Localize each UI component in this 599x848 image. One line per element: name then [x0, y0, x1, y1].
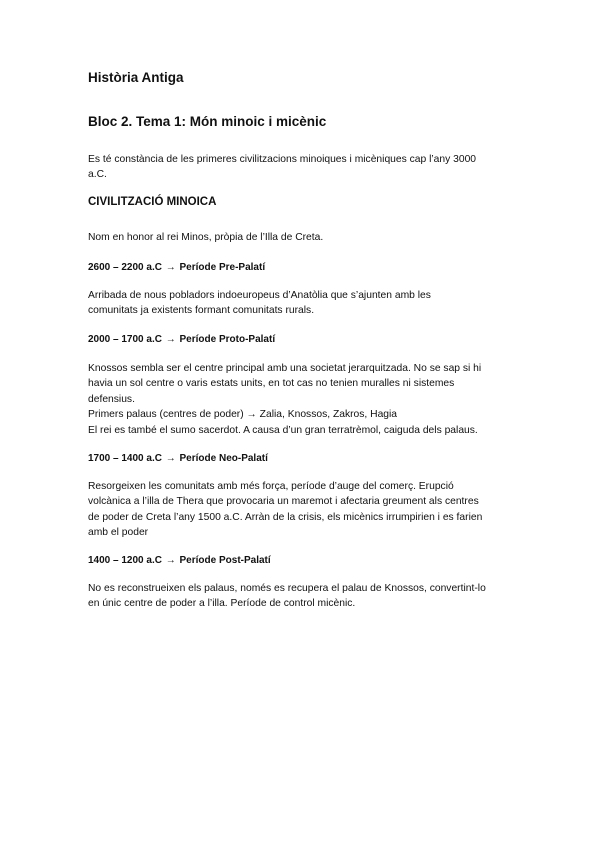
period-name: Període Pre-Palatí	[179, 262, 266, 273]
arrow-right-icon: →	[165, 262, 176, 273]
period-name: Període Post-Palatí	[179, 555, 271, 566]
period-date: 1700 – 1400 a.C	[88, 453, 162, 464]
paragraph-line: No es reconstrueixen els palaus, només es recupera el palau de Knossos, convertint-lo	[88, 583, 486, 594]
document-page	[88, 68, 520, 610]
arrow-right-icon: →	[165, 555, 176, 566]
period-date: 1400 – 1200 a.C	[88, 555, 162, 566]
period-heading-proto-palati	[88, 332, 275, 347]
intro-paragraph	[88, 152, 520, 183]
intro-line: a.C.	[88, 169, 107, 181]
period-date: 2000 – 1700 a.C	[88, 334, 162, 345]
paragraph-line: Arribada de nous pobladors indoeuropeus d’Anatòlia que s’ajunten amb les	[88, 290, 431, 301]
arrow-right-icon: →	[165, 453, 176, 464]
period-date: 2600 – 2200 a.C	[88, 262, 162, 273]
period-heading-post-palati	[88, 553, 271, 568]
paragraph-line: defensius.	[88, 393, 135, 405]
period-heading-neo-palati	[88, 451, 268, 466]
period-description-neo-palati	[88, 479, 520, 541]
document-subtitle: Bloc 2. Tema 1: Món minoic i micènic	[88, 114, 327, 129]
period-description-pre-palati	[88, 288, 520, 319]
paragraph-line: de poder de Creta l’any 1500 a.C. Arràn de la crisis, els micènics irrumpirien i es farien	[88, 511, 483, 523]
document-title: Història Antiga	[88, 70, 184, 85]
paragraph-line: El rei es també el sumo sacerdot. A causa d’un gran terratrèmol, caiguda dels palaus.	[88, 424, 478, 436]
paragraph-line: en únic centre de poder a l’illa. Període de control micènic.	[88, 598, 356, 610]
section-intro-text: Nom en honor al rei Minos, pròpia de l’Illa de Creta.	[88, 232, 324, 243]
section-intro	[88, 230, 520, 245]
period-description-post-palati	[88, 581, 520, 612]
section-heading: CIVILITZACIÓ MINOICA	[88, 196, 217, 208]
period-description-proto-palati	[88, 361, 520, 438]
paragraph-line: Resorgeixen les comunitats amb més força, període d’auge del comerç. Erupció	[88, 481, 454, 492]
intro-line: Es té constància de les primeres civilitzacions minoiques i micèniques cap l’any 3000	[88, 154, 477, 165]
paragraph-line: amb el poder	[88, 527, 149, 539]
period-heading-pre-palati	[88, 260, 265, 275]
period-name: Període Neo-Palatí	[179, 453, 268, 464]
paragraph-line: volcànica a l’illa de Thera que provocaria un maremot i afectaria greument als centres	[88, 496, 479, 508]
paragraph-line: havia un sol centre o varis estats units, en tot cas no tenien muralles ni sistemes	[88, 378, 455, 390]
arrow-right-icon: →	[165, 334, 176, 345]
paragraph-line: Primers palaus (centres de poder) → Zalia, Knossos, Zakros, Hagia	[88, 409, 398, 421]
paragraph-line: comunitats ja existents formant comunitats rurals.	[88, 305, 315, 317]
period-name: Període Proto-Palatí	[179, 334, 276, 345]
paragraph-line: Knossos sembla ser el centre principal amb una societat jerarquitzada. No se sap si hi	[88, 363, 482, 374]
